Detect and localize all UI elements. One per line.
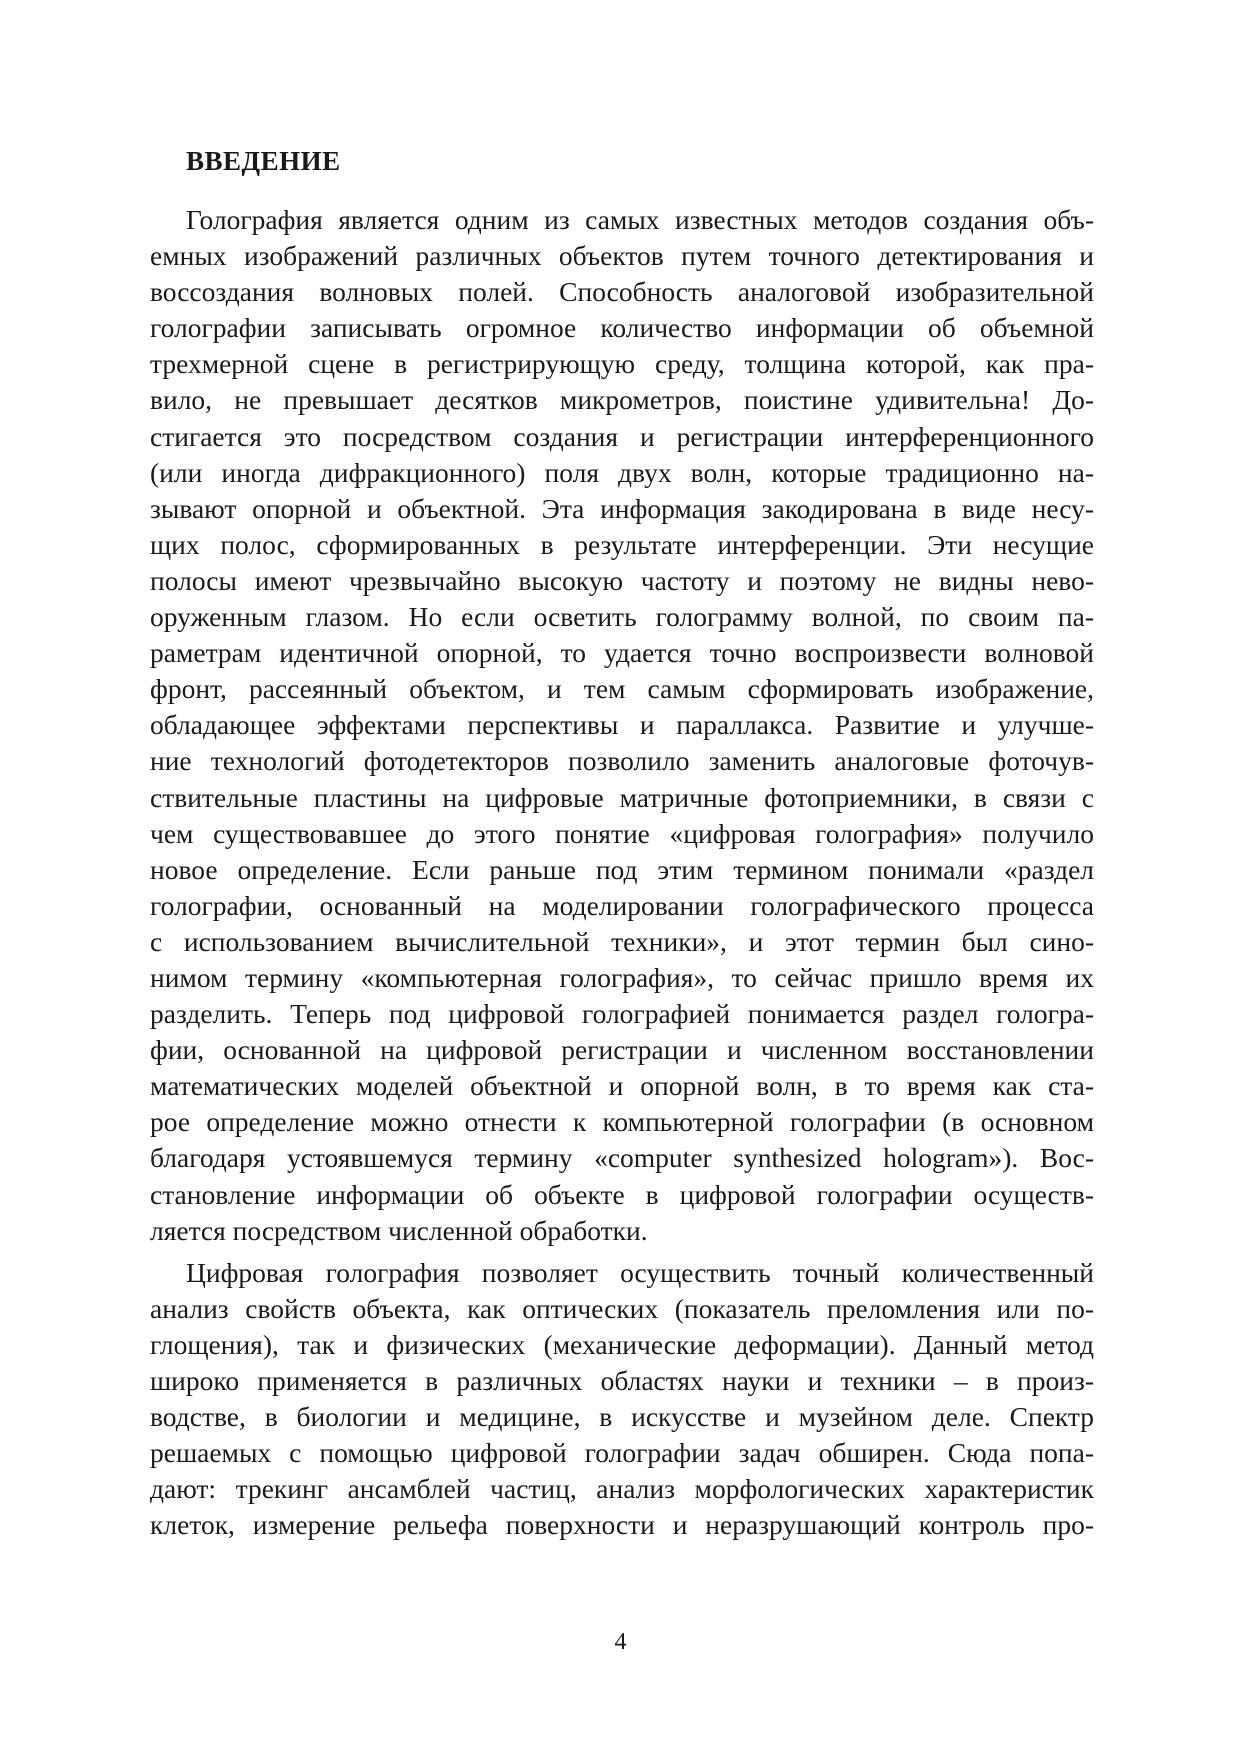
text-line: фии, основанной на цифровой регистрации и численном восстановлении <box>150 1034 1094 1066</box>
text-line: решаемых с помощью цифровой голографии задач обширен. Сюда попа- <box>150 1437 1094 1469</box>
text-line: ствительные пластины на цифровые матричные фотоприемники, в связи с <box>150 781 1094 813</box>
paragraph <box>150 1255 1094 1544</box>
text-line: новое определение. Если раньше под этим термином понимали «раздел <box>150 853 1094 885</box>
text-line: глощения), так и физических (механические деформации). Данный метод <box>150 1328 1094 1360</box>
text-line: емных изображений различных объектов путем точного детектирования и <box>150 240 1094 272</box>
text-line: (или иногда дифракционного) поля двух волн, которые традиционно на- <box>150 456 1094 488</box>
text-line: разделить. Теперь под цифровой голографией понимается раздел гологра- <box>150 998 1094 1030</box>
text-line: трехмерной сцене в регистрирующую среду, толщина которой, как пра- <box>150 348 1094 380</box>
text-line: голографии, основанный на моделировании голографического процесса <box>150 889 1094 921</box>
text-line: ние технологий фотодетекторов позволило заменить аналоговые фоточув- <box>150 745 1094 777</box>
section-heading: ВВЕДЕНИЕ <box>186 146 341 176</box>
text-line: анализ свойств объекта, как оптических (показатель преломления или по- <box>150 1292 1094 1324</box>
paragraph <box>150 202 1094 1249</box>
text-line: оруженным глазом. Но если осветить голограмму волной, по своим па- <box>150 601 1094 633</box>
body-text <box>150 202 1094 1549</box>
text-line: Голография является одним из самых известных методов создания объ- <box>186 204 1094 235</box>
text-line: Цифровая голография позволяет осуществить точный количественный <box>186 1256 1094 1288</box>
text-line: с использованием вычислительной техники», и этот термин был сино- <box>150 925 1094 957</box>
text-line: зывают опорной и объектной. Эта информация закодирована в виде несу- <box>150 492 1094 524</box>
text-line: обладающее эффектами перспективы и параллакса. Развитие и улучше- <box>150 709 1094 741</box>
text-line: ляется посредством численной обработки. <box>150 1214 648 1246</box>
text-line: полосы имеют чрезвычайно высокую частоту и поэтому не видны нево- <box>150 564 1094 596</box>
text-line: широко применяется в различных областях науки и техники – в произ- <box>150 1365 1094 1396</box>
text-line: водстве, в биологии и медицине, в искусстве и музейном деле. Спектр <box>150 1401 1094 1433</box>
text-line: фронт, рассеянный объектом, и тем самым сформировать изображение, <box>150 673 1094 705</box>
page-number: 4 <box>614 1629 627 1655</box>
text-line: раметрам идентичной опорной, то удается точно воспроизвести волновой <box>150 637 1094 669</box>
text-line: клеток, измерение рельефа поверхности и неразрушающий контроль про- <box>150 1509 1094 1541</box>
text-line: рое определение можно отнести к компьютерной голографии (в основном <box>150 1106 1094 1138</box>
text-line: математических моделей объектной и опорной волн, в то время как ста- <box>150 1070 1094 1102</box>
text-line: вило, не превышает десятков микрометров, поистине удивительна! До- <box>150 384 1094 416</box>
text-line: воссоздания волновых полей. Способность аналоговой изобразительной <box>150 276 1094 308</box>
text-line: дают: трекинг ансамблей частиц, анализ морфологических характеристик <box>150 1473 1094 1505</box>
text-line: становление информации об объекте в цифровой голографии осуществ- <box>150 1178 1094 1210</box>
text-line: стигается это посредством создания и регистрации интерференционного <box>150 420 1094 452</box>
text-line: голографии записывать огромное количество информации об объемной <box>150 312 1094 344</box>
text-line: нимом термину «компьютерная голография», то сейчас пришло время их <box>150 961 1094 993</box>
text-line: щих полос, сформированных в результате интерференции. Эти несущие <box>150 528 1094 560</box>
text-line: чем существовавшее до этого понятие «цифровая голография» получило <box>150 817 1094 849</box>
text-line: благодаря устоявшемуся термину «computer synthesized hologram»). Вос- <box>150 1142 1094 1174</box>
